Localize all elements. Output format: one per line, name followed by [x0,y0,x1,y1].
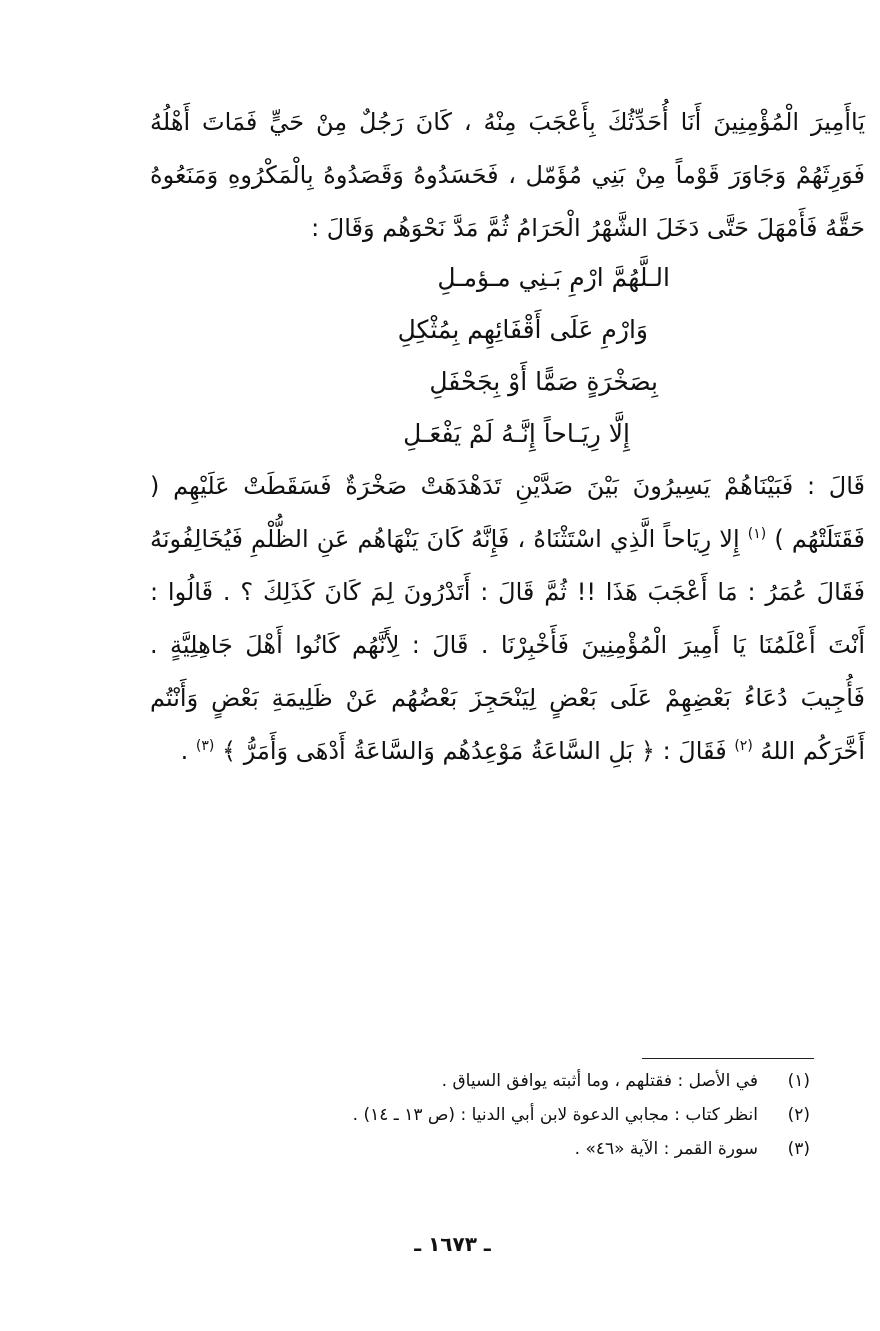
paragraph-2-text [150,460,865,778]
paragraph-2-part-3: فَقَالَ : ﴿ بَلِ السَّاعَةُ مَوْعِدُهُم وَالسَّاعَةُ أَدْهَى وَأَمَرُّ ﴾ [222,737,727,765]
paragraph-1-text: يَاأَمِيرَ الْمُؤْمِنِينَ أَنَا أُحَدِّثُكَ بِأَعْجَبَ مِنْهُ ، كَانَ رَجُلٌ مِنْ حَيٍّ فَمَاتَ أَهْلُهُ فَوَرِثَهُمْ وَجَاوَرَ قَوْماً مِنْ بَنِي مُؤَمّل ، فَحَسَدُوهُ وَقَصَدُوهُ بِالْمَكْرُوهِ وَمَنَعُوهُ حَقَّهُ فَأَمْهَلَ حَتَّى دَخَلَ الشَّهْرُ الْحَرَامُ ثُمَّ مَدَّ نَحْوَهُم وَقَالَ : [150,108,865,242]
footnote-marker-3: (٣) [195,738,215,754]
footnote-separator [642,1058,814,1059]
poem [270,252,670,460]
footnote-3-number: (٣) [787,1139,810,1159]
footnote-marker-1: (١) [747,526,767,542]
footnote-2-number: (٢) [787,1105,810,1125]
paragraph-1 [150,96,865,255]
footnote-marker-2: (٢) [734,738,753,754]
paragraph-2 [150,460,865,778]
poem-verse-2: وَارْمِ عَلَى أَقْفَائِهِم بِمُثْكِلِ [397,315,648,344]
page-number: ـ ١٦٧٣ ـ [414,1232,491,1256]
footnote-3 [210,1132,810,1166]
footnote-1-number: (١) [787,1071,810,1091]
poem-verse-1: الـلَّهُمَّ ارْمِ بَـنِي مـؤمـلِ [437,263,670,292]
paragraph-2-end: . [180,737,189,765]
footnote-2-text: انظر كتاب : مجابي الدعوة لابن أبي الدنيا : (ص ١٣ ـ ١٤) . [352,1105,758,1125]
footnote-3-text: سورة القمر : الآية «٤٦» . [574,1139,758,1159]
footnote-1 [210,1064,810,1098]
poem-verse-3: بِصَخْرَةٍ صَمًّا أَوْ بِجَحْفَلِ [429,367,658,396]
poem-verse-4: إِلَّا رِيَـاحاً إِنَّـهُ لَمْ يَفْعَـلِ [403,419,630,448]
footnote-2 [210,1098,810,1132]
paragraph-2-part-1: قَالَ : فَبَيْنَاهُمْ يَسِيرُونَ بَيْنَ صَدَّيْنِ تَدَهْدَهَتْ صَخْرَةٌ فَسَقَطَتْ عَلَيْهِم ( فَقَتَلَتْهُم ) [150,472,865,553]
paragraph-2-part-2: إِلا رِيَاحاً الَّذِي اسْتَثْنَاهُ ، فَإِنَّهُ كَانَ يَنْهَاهُم عَنِ الظُّلْمِ فَيُخَالِفُونَهُ فَقَالَ عُمَرُ : مَا أَعْجَبَ هَذَا !! ثُمَّ قَالَ : أَتَدْرُونَ لِمَ كَانَ كَذَلِكَ ؟ . قَالُوا : أَنْتَ أَعْلَمُنَا يَا أَمِيرَ الْمُؤْمِنِينَ فَأَخْبِرْنَا . قَالَ : لِأَنَّهُم كَانُوا أَهْلَ جَاهِلِيَّةٍ . فَأُجِيبَ دُعَاءُ بَعْضِهِمْ عَلَى بَعْضٍ لِيَنْحَجِزَ بَعْضُهُم عَنْ ظَلِيمَةِ بَعْضٍ وَأَنْتُم أَخَّرَكُم اللهُ [150,525,865,765]
footnote-1-text: في الأصل : فقتلهم ، وما أثبته يوافق السياق . [441,1071,758,1091]
footnotes [210,1064,810,1166]
